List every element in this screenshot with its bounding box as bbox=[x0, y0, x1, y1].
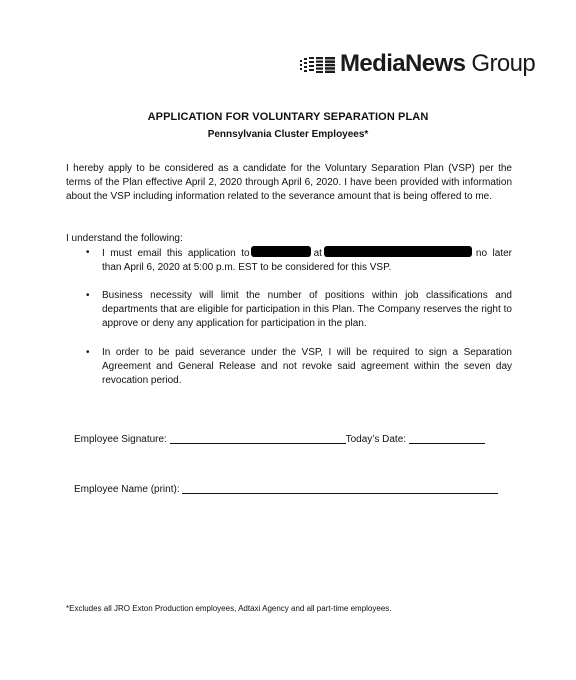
date-label: Today’s Date: bbox=[345, 434, 409, 445]
logo-wordmark bbox=[340, 52, 535, 76]
signature-field[interactable] bbox=[170, 433, 346, 444]
list-item bbox=[86, 346, 512, 388]
signature-row bbox=[74, 433, 485, 445]
bullet3-text: In order to be paid severance under the VSP, I will be required to sign a Separation Agreement and General Release and not revoke said agreement within the seven day revocation period. bbox=[102, 347, 512, 386]
name-label: Employee Name (print): bbox=[74, 484, 183, 495]
bullet-list-3 bbox=[86, 346, 512, 388]
intro-paragraph: I hereby apply to be considered as a candidate for the Voluntary Separation Plan (VSP) per the terms of the Plan effective April 2, 2020 through April 6, 2020. I have been provided with information about the VSP including information related to the severance amount that is being offered to me. bbox=[66, 163, 512, 202]
medianews-striped-logo-icon bbox=[300, 57, 336, 73]
logo-word-bold: MediaNews bbox=[340, 50, 466, 77]
bullet-dot: • bbox=[86, 247, 90, 258]
bullet-dot: • bbox=[86, 347, 90, 358]
redacted-email-address bbox=[324, 246, 472, 257]
date-field[interactable] bbox=[409, 433, 485, 444]
bullet-dot: • bbox=[86, 290, 90, 301]
document-title: APPLICATION FOR VOLUNTARY SEPARATION PLAN bbox=[147, 111, 429, 123]
understand-heading: I understand the following: bbox=[66, 233, 183, 244]
bullet1-part-c: no later than April 6, 2020 at 5:00 p.m. EST to be considered for this VSP. bbox=[102, 248, 513, 273]
bullet2-text: Business necessity will limit the number of positions within job classifications and departments that are eligible for participation in this Plan. The Company reserves the right to approve or deny any application for participation in the plan. bbox=[102, 290, 512, 329]
bullet-list-1 bbox=[86, 246, 512, 275]
document-subtitle: Pennsylvania Cluster Employees* bbox=[207, 129, 369, 140]
bullet1-part-b: at bbox=[313, 248, 322, 259]
name-row bbox=[74, 483, 498, 495]
redacted-recipient-name bbox=[251, 246, 311, 257]
name-field[interactable] bbox=[182, 483, 498, 494]
logo-word-light: Group bbox=[465, 50, 536, 77]
bullet1-part-a: I must email this application to bbox=[102, 248, 250, 259]
list-item bbox=[86, 246, 512, 275]
footnote: *Excludes all JRO Exton Production employees, Adtaxi Agency and all part-time employees. bbox=[66, 604, 392, 613]
company-logo bbox=[300, 50, 535, 78]
signature-label: Employee Signature: bbox=[74, 434, 170, 445]
bullet-list-2 bbox=[86, 289, 512, 331]
list-item bbox=[86, 289, 512, 331]
